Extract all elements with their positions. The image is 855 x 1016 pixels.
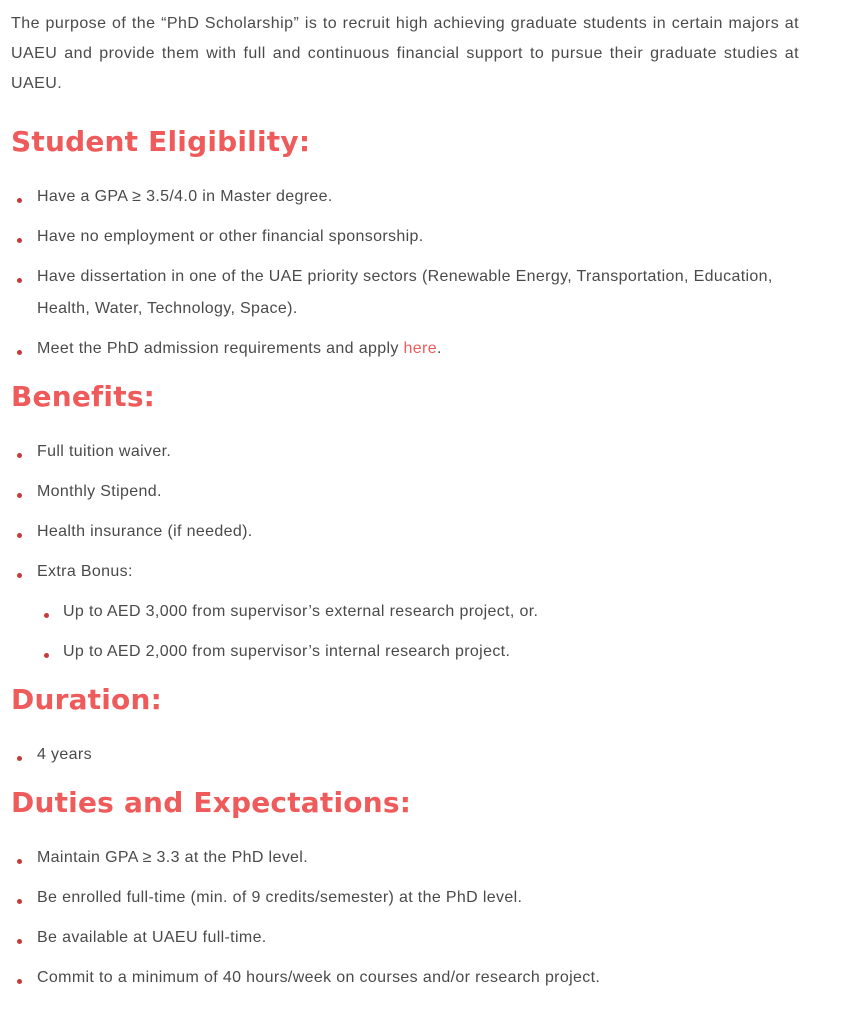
duration-heading: Duration: [11,683,163,716]
list-item: Be available at UAEU full-time. [11,922,799,954]
list-item: Have no employment or other financial sponsorship. [11,221,799,253]
list-item: Full tuition waiver. [11,436,799,468]
duration-list [11,739,799,771]
list-item: 4 years [11,739,799,771]
list-item: Health insurance (if needed). [11,516,799,548]
apply-end: . [436,340,442,357]
duties-list [11,842,799,994]
eligibility-list [11,181,799,365]
page-content [11,9,799,1002]
list-item: Monthly Stipend. [11,476,799,508]
list-item-apply [11,333,799,365]
sub-list-item: Up to AED 2,000 from supervisor’s internal research project. [37,636,799,668]
benefits-list [11,436,799,668]
list-item-extra-bonus [11,556,799,668]
list-item: Have a GPA ≥ 3.5/4.0 in Master degree. [11,181,799,213]
benefits-heading: Benefits: [11,380,156,413]
list-item: Maintain GPA ≥ 3.3 at the PhD level. [11,842,799,874]
intro-paragraph: The purpose of the “PhD Scholarship” is to recruit high achieving graduate students in certain majors at UAEU and provide them with full and continuous financial support to pursue their graduate studies at UAEU. [11,15,799,92]
apply-here-link[interactable]: here [403,340,437,357]
list-item: Be enrolled full-time (min. of 9 credits/semester) at the PhD level. [11,882,799,914]
list-item: Have dissertation in one of the UAE priority sectors (Renewable Energy, Transportation, Education, Health, Water, Technology, Space). [11,261,799,325]
eligibility-heading: Student Eligibility: [11,125,311,158]
extra-bonus-label: Extra Bonus: [37,563,133,580]
bonus-sublist [37,596,799,668]
apply-text: Meet the PhD admission requirements and apply [37,340,404,357]
duties-heading: Duties and Expectations: [11,786,412,819]
sub-list-item: Up to AED 3,000 from supervisor’s external research project, or. [37,596,799,628]
list-item: Commit to a minimum of 40 hours/week on courses and/or research project. [11,962,799,994]
